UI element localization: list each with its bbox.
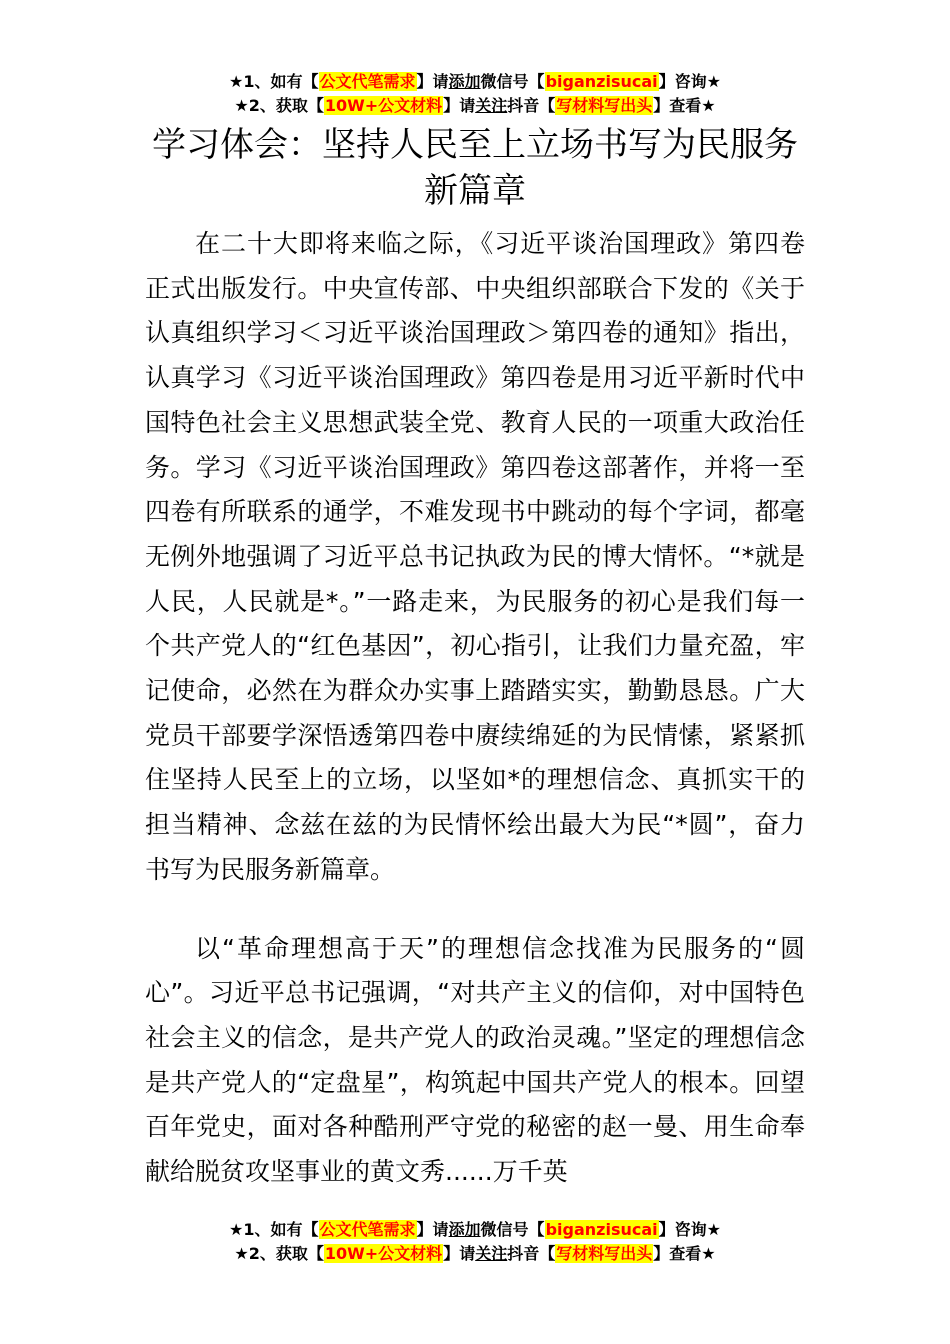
banner-text: 】请 [443,1244,476,1263]
banner-text: 微信号【 [480,1220,545,1239]
banner-highlight: 写材料写出头 [556,96,653,115]
banner-line-1 [0,1218,950,1242]
banner-underline: 添加 [448,1220,481,1239]
banner-text: ★2、获取【 [234,1244,324,1263]
header-banner [0,70,950,118]
banner-text: 微信号【 [480,72,545,91]
banner-text: ★1、如有【 [229,72,319,91]
banner-text: ★2、获取【 [234,96,324,115]
banner-highlight: biganzisucai [545,1220,658,1239]
banner-highlight: 公文代笔需求 [319,1220,416,1239]
banner-line-2 [0,94,950,118]
banner-text: 】咨询★ [658,1220,721,1239]
banner-text: 】咨询★ [658,72,721,91]
banner-text: 】请 [443,96,476,115]
paragraph: 以“革命理想高于天”的理想信念找准为民服务的“圆心”。习近平总书记强调，“对共产主义的信仰，对中国特色社会主义的信念，是共产党人的政治灵魂。”坚定的理想信念是共产党人的“定盘星”，构筑起中国共产党人的根本。回望百年党史，面对各种酷刑严守党的秘密的赵一曼、用生命奉献给脱贫攻坚事业的黄文秀......万千英 [145,933,805,1187]
banner-highlight: 10W+公文材料 [324,1244,443,1263]
document-title: 学习体会：坚持人民至上立场书写为民服务新篇章 [152,125,798,211]
banner-text: 】请 [416,72,449,91]
banner-underline: 关注 [475,96,508,115]
banner-text: 】查看★ [653,96,716,115]
banner-line-1 [0,70,950,94]
footer-banner [0,1218,950,1266]
banner-underline: 添加 [448,72,481,91]
banner-text: ★1、如有【 [229,1220,319,1239]
banner-underline: 关注 [475,1244,508,1263]
banner-text: 】查看★ [653,1244,716,1263]
banner-highlight: 写材料写出头 [556,1244,653,1263]
banner-text: 抖音【 [507,1244,556,1263]
banner-highlight: 10W+公文材料 [324,96,443,115]
banner-text: 抖音【 [507,96,556,115]
banner-text: 】请 [416,1220,449,1239]
banner-highlight: biganzisucai [545,72,658,91]
banner-highlight: 公文代笔需求 [319,72,416,91]
paragraph: 在二十大即将来临之际，《习近平谈治国理政》第四卷正式出版发行。中央宣传部、中央组织部联合下发的《关于认真组织学习＜习近平谈治国理政＞第四卷的通知》指出，认真学习《习近平谈治国理政》第四卷是用习近平新时代中国特色社会主义思想武装全党、教育人民的一项重大政治任务。学习《习近平谈治国理政》第四卷这部著作，并将一至四卷有所联系的通学，不难发现书中跳动的每个字词，都毫无例外地强调了习近平总书记执政为民的博大情怀。“*就是人民，人民就是*。”一路走来，为民服务的初心是我们每一个共产党人的“红色基因”，初心指引，让我们力量充盈，牢记使命，必然在为群众办实事上踏踏实实，勤勤恳恳。广大党员干部要学深悟透第四卷中赓续绵延的为民情愫，紧紧抓住坚持人民至上的立场，以坚如*的理想信念、真抓实干的担当精神、念兹在兹的为民情怀绘出最大为民“*圆”，奋力书写为民服务新篇章。 [145,229,805,884]
document-body [145,222,805,1195]
banner-line-2 [0,1242,950,1266]
